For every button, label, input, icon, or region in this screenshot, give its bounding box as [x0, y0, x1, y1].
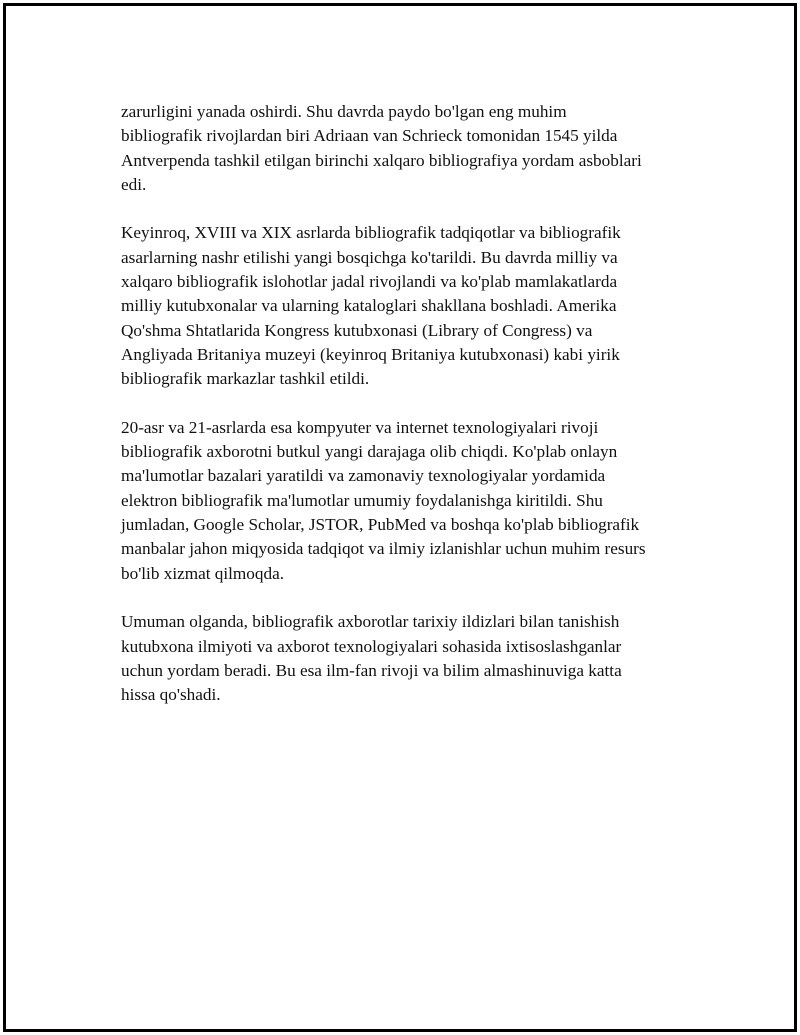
paragraph-3: 20-asr va 21-asrlarda esa kompyuter va internet texnologiyalari rivoji bibliografik axborotni butkul yangi darajaga olib chiqdi. Ko'plab onlayn ma'lumotlar bazalari yaratildi va zamonaviy texnologiyalar yordamida elektron bibliografik ma'lumotlar umumiy foydalanishga kiritildi. Shu jumladan, Google Scholar, JSTOR, PubMed va boshqa ko'plab bibliografik manbalar jahon miqyosida tadqiqot va ilmiy izlanishlar uchun muhim resurs bo'lib xizmat qilmoqda. — [121, 417, 646, 583]
paragraph-4: Umuman olganda, bibliografik axborotlar tarixiy ildizlari bilan tanishish kutubxona ilmiyoti va axborot texnologiyalari sohasida ixtisoslashganlar uchun yordam beradi. Bu esa ilm-fan rivoji va bilim almashinuviga katta hissa qo'shadi. — [121, 612, 622, 705]
document-body — [121, 100, 701, 732]
paragraph-2: Keyinroq, XVIII va XIX asrlarda bibliografik tadqiqotlar va bibliografik asarlarning nashr etilishi yangi bosqichga ko'tarildi. Bu davrda milliy va xalqaro bibliografik islohotlar jadal rivojlandi va ko'plab mamlakatlarda milliy kutubxonalar va ularning kataloglari shakllana boshladi. Amerika Qo'shma Shtatlarida Kongress kutubxonasi (Library of Congress) va Angliyada Britaniya muzeyi (keyinroq Britaniya kutubxonasi) kabi yirik bibliografik markazlar tashkil etildi. — [121, 223, 621, 389]
page-frame — [3, 3, 797, 1032]
paragraph-1: zarurligini yanada oshirdi. Shu davrda paydo bo'lgan eng muhim bibliografik rivojlardan biri Adriaan van Schrieck tomonidan 1545 yilda Antverpenda tashkil etilgan birinchi xalqaro bibliografiya yordam asboblari edi. — [121, 102, 642, 194]
